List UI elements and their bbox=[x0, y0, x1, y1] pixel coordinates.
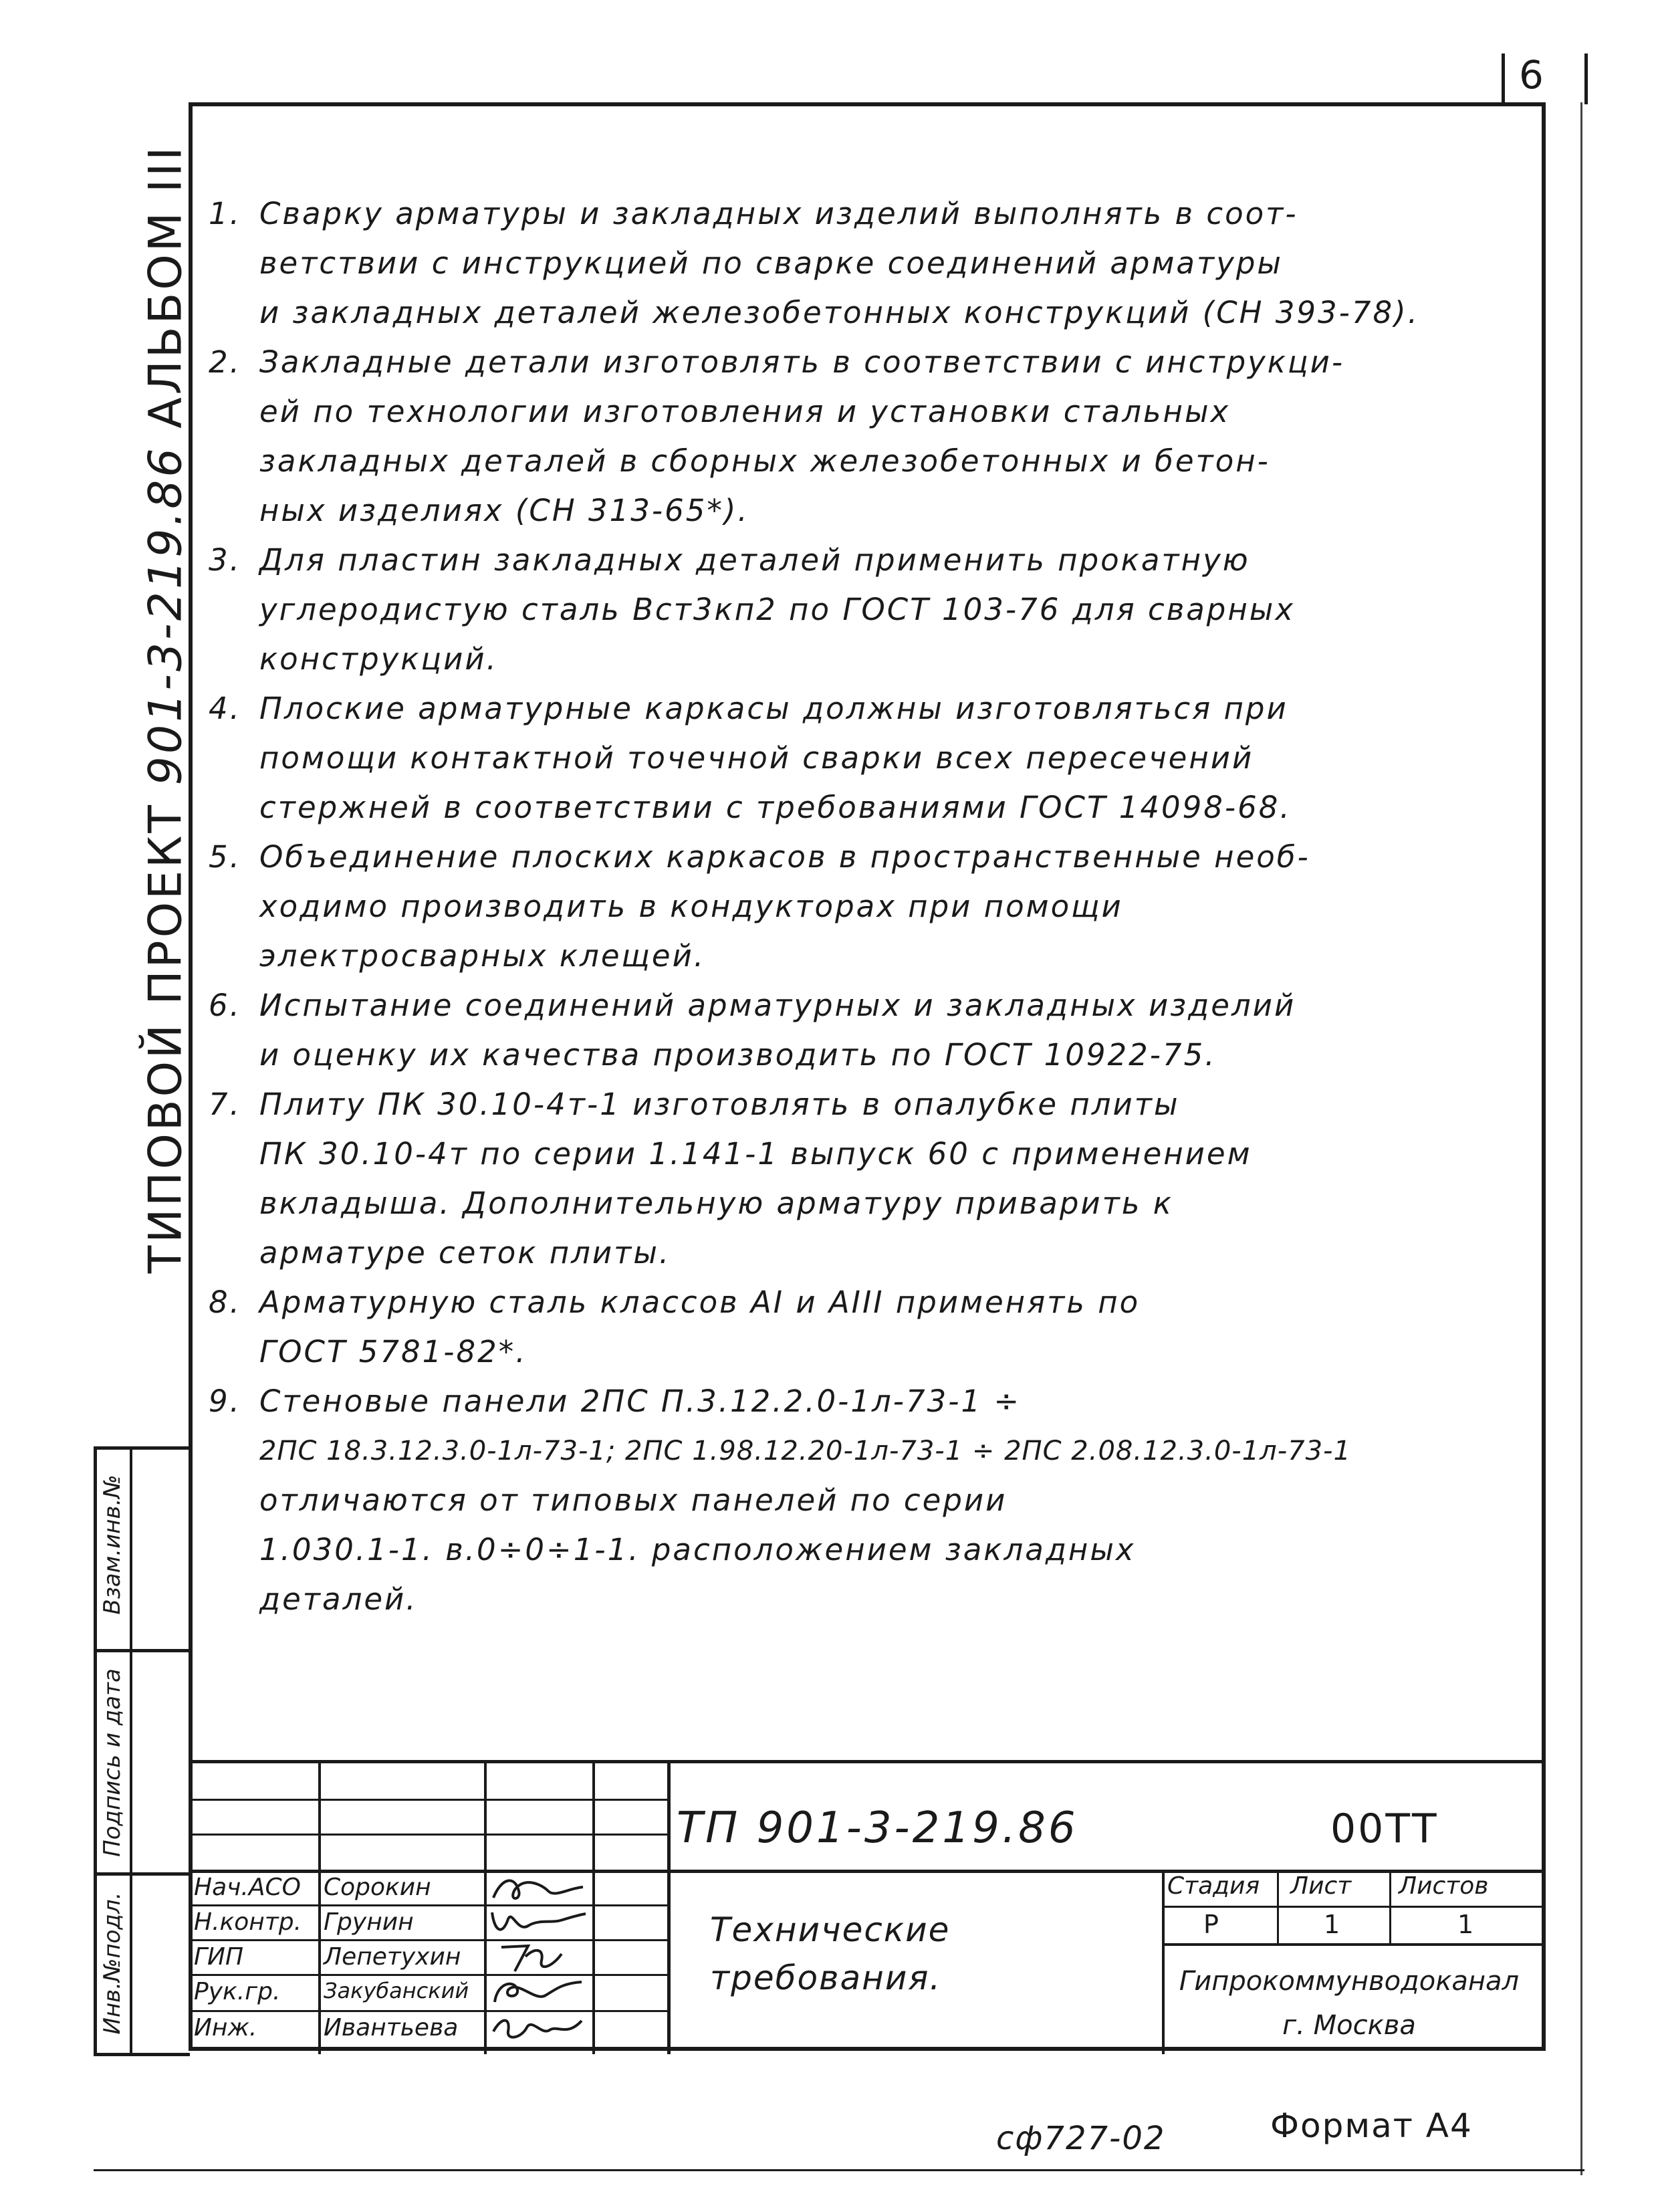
note-number: 4. bbox=[209, 691, 241, 726]
left-strip-bottom-line bbox=[94, 2053, 190, 2056]
person-role: Инж. bbox=[194, 2014, 257, 2041]
left-strip-div-1 bbox=[94, 1649, 190, 1652]
note-line: ПК 30.10-4т по серии 1.141-1 выпуск 60 с применением bbox=[259, 1136, 1252, 1172]
note-line: закладных деталей в сборных железобетонных и бетон- bbox=[259, 443, 1270, 479]
tb-stage-col-line bbox=[1389, 1870, 1391, 1945]
note-item bbox=[209, 189, 1532, 338]
document-title bbox=[710, 1906, 950, 2002]
sheets-value: 1 bbox=[1457, 1910, 1474, 1939]
person-role: Рук.гр. bbox=[194, 1978, 281, 2005]
tb-top-line bbox=[189, 1760, 1546, 1763]
person-role: Н.контр. bbox=[194, 1908, 302, 1936]
note-number: 1. bbox=[209, 196, 241, 231]
note-line: Плоские арматурные каркасы должны изготовляться при bbox=[259, 691, 1288, 726]
organization-name: Гипрокоммунводоканал bbox=[1179, 1966, 1520, 1997]
tb-row-line bbox=[189, 1834, 670, 1836]
side-title-code: 901-3-219.86 bbox=[139, 445, 193, 786]
person-role: ГИП bbox=[194, 1943, 244, 1971]
side-title-album: III bbox=[139, 144, 193, 193]
note-number: 2. bbox=[209, 344, 241, 380]
document-code: ТП 901-3-219.86 bbox=[677, 1803, 1078, 1853]
format-label: Формат А4 bbox=[1270, 2106, 1473, 2145]
tb-stage-row-line bbox=[1162, 1943, 1546, 1946]
note-line: конструкций. bbox=[259, 641, 498, 677]
note-line: ветствии с инструкцией по сварке соединений арматуры bbox=[259, 245, 1283, 281]
note-line: ных изделиях (СН 313-65*). bbox=[259, 493, 749, 528]
note-item bbox=[209, 536, 1532, 684]
note-item bbox=[209, 981, 1532, 1080]
note-item bbox=[209, 1080, 1532, 1278]
tb-row-line bbox=[189, 1974, 670, 1976]
stage-header: Стадия bbox=[1167, 1872, 1260, 1900]
note-line: ГОСТ 5781-82*. bbox=[259, 1334, 527, 1369]
note-line: Сварку арматуры и закладных изделий выполнять в соот- bbox=[259, 196, 1298, 231]
note-line: вкладыша. Дополнительную арматуру приварить к bbox=[259, 1186, 1173, 1221]
stage-value: Р bbox=[1203, 1910, 1219, 1939]
note-line: и закладных деталей железобетонных конструкций (СН 393-78). bbox=[259, 295, 1420, 330]
right-edge-line bbox=[1580, 102, 1582, 2175]
note-line: арматуре сеток плиты. bbox=[259, 1235, 671, 1270]
tb-col-line bbox=[592, 1760, 595, 2054]
organization-city: г. Москва bbox=[1282, 2010, 1416, 2041]
note-number: 9. bbox=[209, 1384, 241, 1419]
page-number: 6 bbox=[1519, 52, 1544, 98]
page-number-divider-right bbox=[1584, 53, 1588, 104]
note-line: Для пластин закладных деталей применить прокатную bbox=[259, 542, 1250, 578]
strip-label-inv-replace: Взам.инв.№ bbox=[99, 1474, 126, 1615]
note-item bbox=[209, 338, 1532, 536]
document-title-line: требования. bbox=[710, 1959, 942, 1997]
left-strip-top-line bbox=[94, 1446, 190, 1450]
signature-icon bbox=[488, 1871, 588, 1906]
sheet-header: Лист bbox=[1290, 1872, 1352, 1900]
tb-row-line bbox=[189, 1939, 670, 1941]
note-item bbox=[209, 1278, 1532, 1377]
signature-icon bbox=[488, 1975, 588, 2010]
side-title bbox=[140, 144, 193, 1273]
note-line: Испытание соединений арматурных и закладных изделий bbox=[259, 988, 1296, 1023]
tb-row-line bbox=[189, 1904, 670, 1906]
tb-col-line bbox=[484, 1760, 487, 2054]
strip-label-sign-date: Подпись и дата bbox=[99, 1668, 126, 1857]
person-name: Грунин bbox=[324, 1908, 414, 1936]
note-line: Закладные детали изготовлять в соответствии с инструкци- bbox=[259, 344, 1345, 380]
notes-list bbox=[209, 189, 1532, 1624]
note-number: 7. bbox=[209, 1087, 241, 1122]
tb-row-line bbox=[189, 1799, 670, 1801]
tb-col-line bbox=[667, 1760, 671, 2054]
left-strip-div-2 bbox=[94, 1872, 190, 1876]
tb-row-line bbox=[189, 2010, 670, 2012]
document-mark: 00ТТ bbox=[1330, 1805, 1439, 1852]
note-line: Плиту ПК 30.10-4т-1 изготовлять в опалубке плиты bbox=[259, 1087, 1180, 1122]
note-number: 6. bbox=[209, 988, 241, 1023]
person-role: Нач.АСО bbox=[194, 1874, 301, 1901]
note-line: отличаются от типовых панелей по серии bbox=[259, 1482, 1008, 1518]
note-line: углеродистую сталь Вст3кп2 по ГОСТ 103-76 для сварных bbox=[259, 592, 1295, 627]
note-line: ходимо производить в кондукторах при помощи bbox=[259, 889, 1123, 924]
side-title-prefix: ТИПОВОЙ ПРОЕКТ bbox=[139, 802, 193, 1274]
strip-label-inv-orig: Инв.№подл. bbox=[99, 1892, 126, 2035]
tb-stage-row-line bbox=[1162, 1906, 1546, 1908]
tb-stage-col-line bbox=[1277, 1870, 1279, 1945]
signature-icon bbox=[488, 2011, 588, 2046]
note-line: Арматурную сталь классов АI и АIII применять по bbox=[259, 1285, 1141, 1320]
note-item bbox=[209, 684, 1532, 833]
note-item bbox=[209, 1377, 1532, 1624]
note-number: 5. bbox=[209, 839, 241, 875]
note-line: 2ПС 18.3.12.3.0-1л-73-1; 2ПС 1.98.12.20-1л-73-1 ÷ 2ПС 2.08.12.3.0-1л-73-1 bbox=[259, 1436, 1351, 1466]
organization bbox=[1155, 1959, 1543, 2048]
document-title-line: Технические bbox=[710, 1910, 951, 1949]
note-line: деталей. bbox=[259, 1581, 418, 1617]
note-line: ей по технологии изготовления и установки стальных bbox=[259, 394, 1231, 429]
note-line: и оценку их качества производить по ГОСТ 10922-75. bbox=[259, 1037, 1217, 1073]
sheet-value: 1 bbox=[1324, 1910, 1340, 1939]
note-line: помощи контактной точечной сварки всех пересечений bbox=[259, 740, 1254, 776]
archive-number: сф727-02 bbox=[996, 2120, 1166, 2157]
note-number: 3. bbox=[209, 542, 241, 578]
note-line: стержней в соответствии с требованиями ГОСТ 14098-68. bbox=[259, 790, 1292, 825]
person-name: Закубанский bbox=[324, 1978, 469, 2003]
note-line: Объединение плоских каркасов в пространственные необ- bbox=[259, 839, 1310, 875]
tb-col-line bbox=[318, 1760, 321, 2054]
left-strip-mid-line bbox=[130, 1446, 132, 2056]
note-line: 1.030.1-1. в.0÷0÷1-1. расположением закладных bbox=[259, 1532, 1136, 1567]
person-name: Сорокин bbox=[324, 1874, 431, 1901]
person-name: Лепетухин bbox=[324, 1943, 461, 1971]
note-line: электросварных клещей. bbox=[259, 938, 706, 974]
signature-icon bbox=[488, 1941, 588, 1975]
side-title-suffix: АЛЬБОМ bbox=[139, 209, 193, 429]
signature-icon bbox=[488, 1906, 588, 1941]
note-line: Стеновые панели 2ПС П.3.12.2.0-1л-73-1 ÷ bbox=[259, 1384, 1022, 1419]
left-strip-outer-line bbox=[94, 1446, 97, 2056]
note-number: 8. bbox=[209, 1285, 241, 1320]
note-item bbox=[209, 833, 1532, 981]
page-number-divider-left bbox=[1502, 53, 1505, 104]
sheets-header: Листов bbox=[1399, 1872, 1489, 1900]
bottom-long-line bbox=[94, 2169, 1584, 2171]
person-name: Ивантьева bbox=[324, 2014, 459, 2041]
